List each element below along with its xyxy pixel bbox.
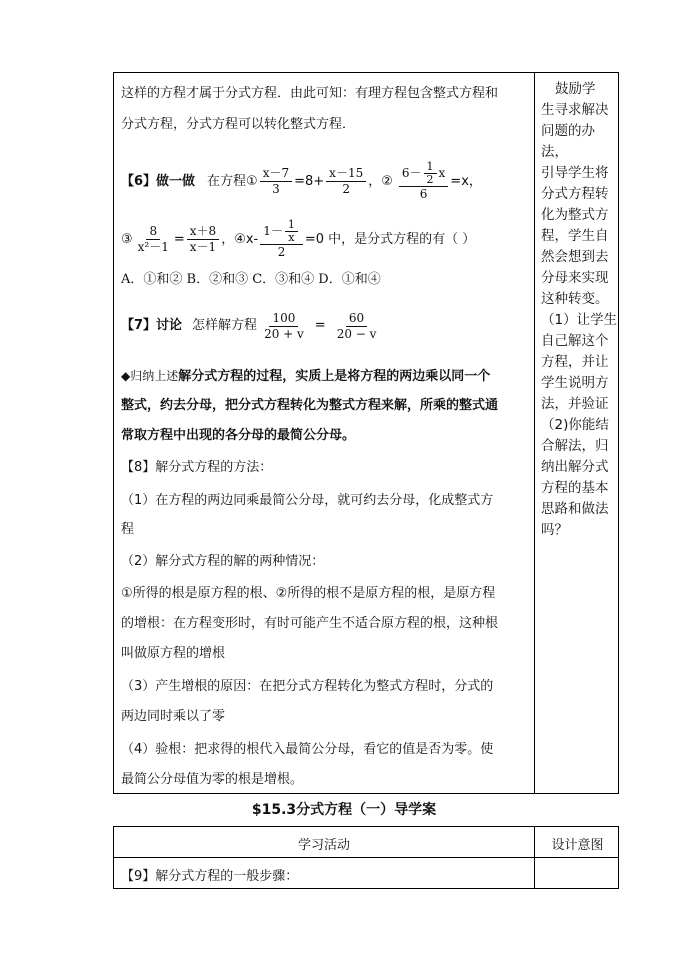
design-intent-line: 方程的基本 [541, 480, 609, 496]
design-intent-line: （1）让学生 [541, 312, 618, 328]
header-learning-activity: 学习活动 [297, 838, 350, 853]
design-intent-line: （2)你能结 [541, 417, 609, 433]
equation-4-tail: =0 中，是分式方程的有（ ） [304, 231, 476, 247]
section-6-intro: 在方程① [207, 173, 258, 189]
method-1-line: 程 [121, 522, 135, 537]
section-7-fraction-a: $\frac{100}{20 + v}$ [264, 310, 304, 341]
design-intent-line: 生寻求解决 [541, 102, 609, 118]
answer-options: A．①和② B．②和③ C．③和④ D．①和④ [121, 272, 381, 287]
equation-3-fraction-a: $\frac{8}{\text{x²－1}}$ [137, 224, 169, 254]
section-9-text: 【9】解分式方程的一般步骤： [121, 869, 299, 884]
summary-line: ◆归纳上述解分式方程的过程，实质上是将方程的两边乘以同一个 [121, 369, 491, 384]
section-7-fraction-b: $\frac{60}{20 - v}$ [336, 310, 377, 341]
section-7-intro: 怎样解方程 [192, 318, 258, 333]
equation-1-fraction-b: $\frac{x-15}{2}$ [326, 166, 366, 197]
equation-2-tail: =x， [450, 173, 482, 189]
section-7-label: 【7】讨论 [121, 318, 183, 333]
method-2-line: 叫做原方程的增根 [121, 646, 226, 661]
design-intent-line: 分母来实现 [541, 270, 609, 286]
lesson-table [113, 72, 619, 794]
design-intent-line: 纳出解分式 [541, 459, 609, 475]
section-7 [121, 309, 381, 343]
equation-3-mark: ③ [121, 231, 133, 247]
design-intent-line: 学生说明方 [541, 375, 609, 391]
method-2-label: （2）解分式方程的解的两种情况： [121, 554, 325, 569]
guide-table [113, 826, 619, 889]
design-intent-line: 鼓励学 [555, 81, 596, 97]
equation-1-mid: =8+ [294, 173, 325, 189]
paragraph-line: 这样的方程才属于分式方程．由此可知：有理方程包含整式方程和 [121, 86, 499, 101]
row-divider [114, 857, 618, 858]
equations-3-4 [121, 219, 475, 260]
equals-sign: = [173, 231, 185, 247]
method-3-line: 两边同时乘以了零 [121, 709, 226, 724]
equation-2-fraction: 6－ $\frac{1}{2}$ x 6 [399, 161, 448, 202]
section-title: $15.3分式方程（一）导学案 [251, 802, 437, 818]
design-intent-line: 方程，并让 [541, 354, 609, 370]
equation-4-fraction: 1－ $\frac{1}{x}$ 2 [260, 219, 303, 260]
equation-1-fraction-a: $\frac{x-7}{3}$ [260, 166, 292, 197]
design-intent-line: 法，并验证 [541, 396, 609, 412]
method-3-line: （3）产生增根的原因：在把分式方程转化为整式方程时，分式的 [121, 679, 494, 694]
summary-line: 整式，约去分母，把分式方程转化为整式方程来解，所乘的整式通 [121, 398, 499, 413]
method-4-line: 最简公分母值为零的根是增根。 [121, 772, 304, 787]
equation-4-prefix: ，④x- [221, 231, 259, 247]
design-intent-line: 程，学生自 [541, 228, 609, 244]
design-intent-line: 这种转变。 [541, 291, 609, 307]
design-intent-line: 思路和做法 [541, 501, 609, 517]
design-intent-line: 引导学生将 [541, 165, 609, 181]
design-intent-line: 问题的办法， [541, 123, 595, 160]
section-6-label: 【6】做一做 [121, 173, 196, 189]
design-intent-line: 化为整式方 [541, 207, 609, 223]
equation-separator: ，② [368, 173, 393, 189]
design-intent-line: 合解法，归 [541, 438, 609, 454]
method-4-line: （4）验根：把求得的根代入最简公分母，看它的值是否为零。使 [121, 742, 494, 757]
method-1-line: （1）在方程的两边同乘最简公分母，就可约去分母，化成整式方 [121, 493, 494, 508]
summary-line: 常取方程中出现的各分母的最简公分母。 [121, 428, 356, 443]
method-2-line: ①所得的根是原方程的根、②所得的根不是原方程的根，是原方程 [121, 586, 496, 601]
design-intent-line: 分式方程转 [541, 186, 609, 202]
paragraph-line: 分式方程，分式方程可以转化整式方程． [121, 117, 356, 132]
design-intent-line: 然会想到去 [541, 249, 609, 265]
section-6 [121, 161, 482, 202]
section-8-label: 【8】解分式方程的方法： [121, 460, 273, 475]
equation-3-fraction-b: $\frac{x+8}{x-1}$ [187, 224, 219, 255]
design-intent-line: 自己解这个 [541, 333, 609, 349]
design-intent-column [541, 79, 619, 541]
header-design-intent: 设计意图 [551, 838, 604, 853]
column-divider [534, 73, 535, 793]
design-intent-line: 吗？ [541, 522, 568, 538]
method-2-line: 的增根：在方程变形时，有时可能产生不适合原方程的根，这种根 [121, 616, 499, 631]
equals-sign: = [314, 318, 326, 333]
